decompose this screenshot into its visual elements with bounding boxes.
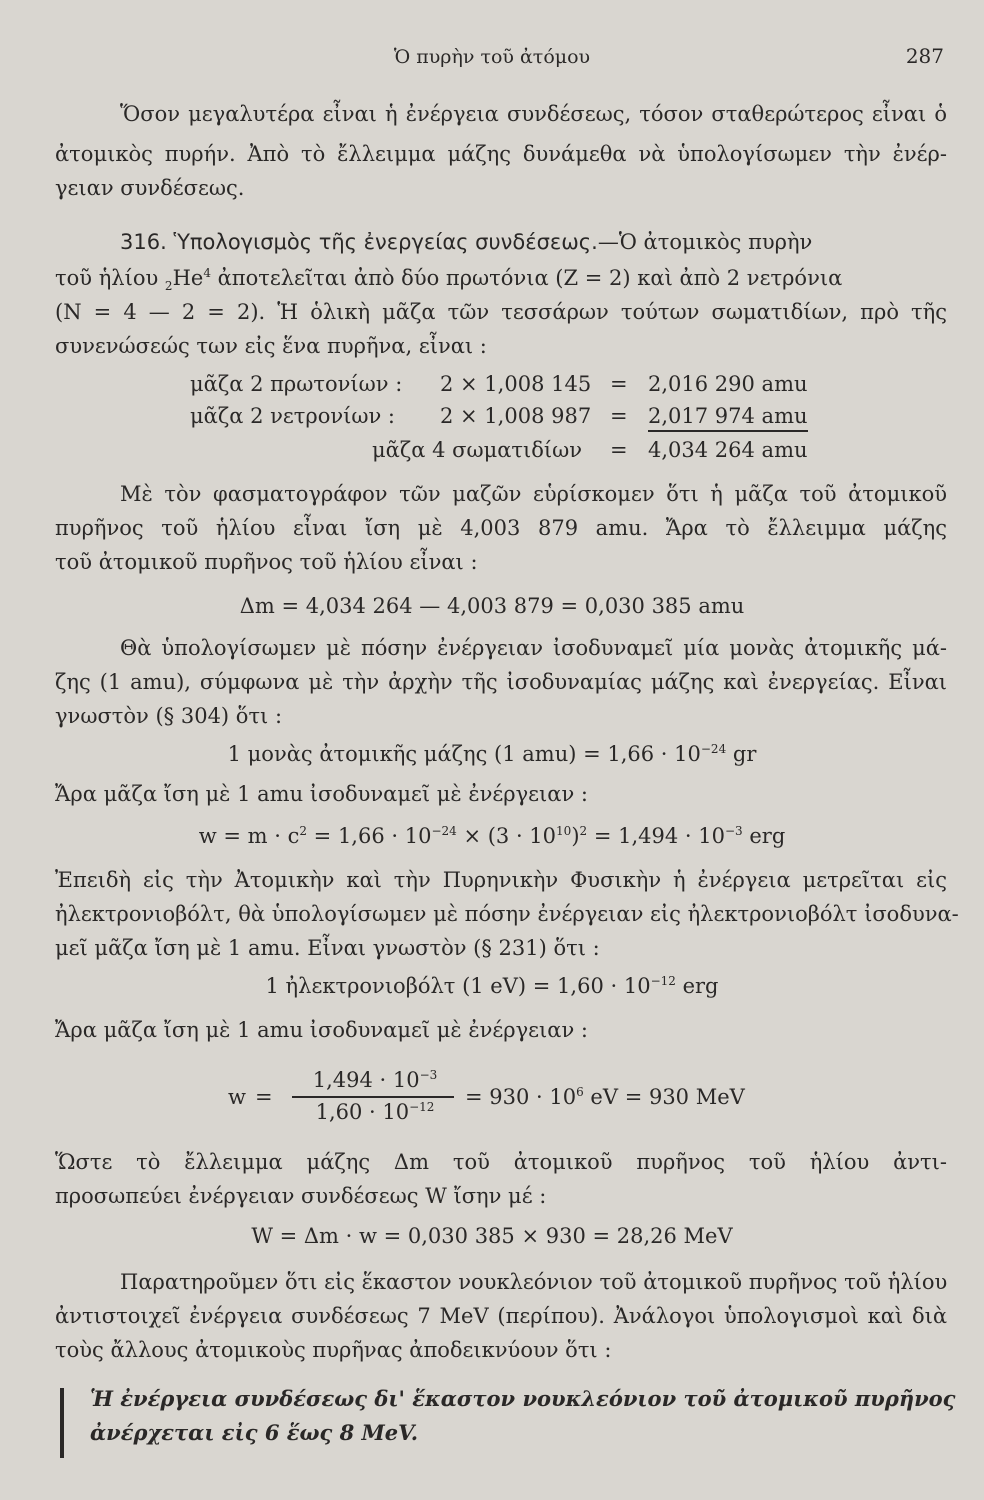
para5-line-1: Ἐπειδὴ εἰς τὴν Ἀτομικὴν καὶ τὴν Πυρηνικὴν Φυσικὴν ἡ ἐνέργεια μετρεῖται εἰς [55,868,947,892]
section-heading-line [120,228,812,256]
fraction-denominator [290,1098,460,1126]
fraction-eq: = [255,1085,273,1109]
eq-w-d-exp: 2 [579,824,588,838]
fraction-numerator [290,1066,460,1094]
page-header [0,42,984,72]
section-title: Ὑπολογισμὸς τῆς ἐνεργείας συνδέσεως. [173,230,598,254]
para8-line-2: ἀντιστοιχεῖ ἐνέργεια συνδέσεως 7 MeV (περίπου). Ἀνάλογοι ὑπολογισμοὶ καὶ διὰ [55,1304,947,1328]
section-line2-b: ἀποτελεῖται ἀπὸ δύο πρωτόνια (Z = 2) καὶ ἀπὸ 2 νετρόνια [210,266,843,290]
equation-amu-unit: gr [726,742,757,766]
helium-superscript: 4 [203,266,211,280]
equation-binding-energy: W = Δm · w = 0,030 385 × 930 = 28,26 MeV [251,1224,733,1248]
section-line-3: (N = 4 — 2 = 2). Ἡ ὁλικὴ μᾶζα τῶν τεσσάρων τούτων σωματιδίων, πρὸ τῆς [55,300,947,324]
eq-w-b: = 1,66 · 10 [307,824,432,848]
para5-line-2: ἠλεκτρονιοβόλτ, θὰ ὑπολογίσωμεν μὲ πόσην ἐνέργειαν εἰς ἠλεκτρονιοβόλτ ἰσοδυνα- [55,902,959,926]
intro-line-2: ἀτομικὸς πυρήν. Ἀπὸ τὸ ἔλλειμμα μάζης δυνάμεθα νὰ ὑπολογίσωμεν τὴν ἐνέρ- [55,142,947,166]
eq-w-a-exp: 2 [299,824,307,838]
equation-mass-defect: Δm = 4,034 264 — 4,003 879 = 0,030 385 amu [239,594,745,618]
equation-ev-text: 1 ἠλεκτρονιοβόλτ (1 eV) = 1,60 · 10 [265,974,651,998]
mass-row-eq: = [610,404,628,428]
para5-line-3: μεῖ μᾶζα ἴση μὲ 1 amu. Εἶναι γνωστὸν (§ 231) ὅτι : [55,936,600,960]
para6-line: Ἄρα μᾶζα ἴση μὲ 1 amu ἰσοδυναμεῖ μὲ ἐνέργειαν : [55,1018,588,1042]
running-title: Ὁ πυρὴν τοῦ ἀτόμου [393,46,591,68]
para3-line-1: Θὰ ὑπολογίσωμεν μὲ πόσην ἐνέργειαν ἰσοδυναμεῖ μία μονὰς ἀτομικῆς μά- [120,636,947,660]
equation-amu [0,740,984,768]
para3-line-3: γνωστὸν (§ 304) ὅτι : [55,704,283,728]
equation-ev-exp: −12 [650,974,676,988]
mass-total-eq: = [610,438,628,462]
para2-line-3: τοῦ ἀτομικοῦ πυρῆνος τοῦ ἡλίου εἶναι : [55,550,478,574]
equation-ev [0,972,984,1000]
fraction-rhs [465,1083,745,1111]
para2-line-1: Μὲ τὸν φασματογράφον τῶν μαζῶν εὑρίσκομεν ὅτι ἡ μᾶζα τοῦ ἀτομικοῦ [120,482,947,506]
para8-line-1: Παρατηροῦμεν ὅτι εἰς ἕκαστον νουκλεόνιον τοῦ ἀτομικοῦ πυρῆνος τοῦ ἡλίου [120,1270,948,1294]
conclusion-line-2: ἀνέρχεται εἰς 6 ἕως 8 MeV. [90,1420,419,1445]
fraction-rhs-exp: 6 [576,1085,584,1099]
mass-row-calc: 2 × 1,008 987 [440,404,592,428]
para8-line-3: τοὺς ἄλλους ἀτομικοὺς πυρῆνας ἀποδεικνύουν ὅτι : [55,1338,612,1362]
mass-row-label: μᾶζα 2 νετρονίων : [190,404,395,428]
equation-ev-unit: erg [675,974,719,998]
mass-row-eq: = [610,372,628,396]
fraction-rhs-b: eV = 930 MeV [583,1085,745,1109]
mass-total-value: 4,034 264 amu [648,438,808,462]
fraction-num-exp: −3 [419,1068,438,1082]
equation-amu-text: 1 μονὰς ἀτομικῆς μάζης (1 amu) = 1,66 · 10 [227,742,701,766]
mass-total-label: μᾶζα 4 σωματιδίων [372,438,583,462]
section-line-2 [55,264,842,292]
mass-row-calc: 2 × 1,008 145 [440,372,592,396]
eq-w-f: erg [742,824,786,848]
section-line2-a: τοῦ ἡλίου [55,266,165,290]
para7-line-1: Ὥστε τὸ ἔλλειμμα μάζης Δm τοῦ ἀτομικοῦ πυρῆνος τοῦ ἡλίου ἀντι- [55,1150,947,1174]
section-line-4: συνενώσεώς των εἰς ἕνα πυρῆνα, εἶναι : [55,334,487,358]
fraction-num-text: 1,494 · 10 [312,1068,420,1092]
eq-w-c: × (3 · 10 [456,824,557,848]
para2-line-2: πυρῆνος τοῦ ἡλίου εἶναι ἴση μὲ 4,003 879 amu. Ἄρα τὸ ἔλλειμμα μάζης [55,516,947,540]
para7-line-2: προσωπεύει ἐνέργειαν συνδέσεως W ἴσην μέ : [55,1184,547,1208]
page-number: 287 [905,44,944,68]
helium-symbol: He [172,266,204,290]
mass-row-label: μᾶζα 2 πρωτονίων : [190,372,403,396]
mass-row-value: 2,017 974 amu [648,402,808,432]
conclusion-line-1: Ἡ ἐνέργεια συνδέσεως δι' ἕκαστον νουκλεόνιον τοῦ ἀτομικοῦ πυρῆνος [90,1386,956,1411]
para4-line: Ἄρα μᾶζα ἴση μὲ 1 amu ἰσοδυναμεῖ μὲ ἐνέργειαν : [55,782,588,806]
mass-row-value: 2,016 290 amu [648,372,808,396]
para3-line-2: ζης (1 amu), σύμφωνα μὲ τὴν ἀρχὴν τῆς ἰσοδυναμίας μάζης καὶ ἐνεργείας. Εἶναι [55,670,947,694]
intro-line-3: γειαν συνδέσεως. [55,176,245,200]
section-line1-rest: —Ὁ ἀτομικὸς πυρὴν [597,230,813,254]
section-number: 316. [120,230,167,254]
eq-w-d: ) [571,824,580,848]
eq-w-e: = 1,494 · 10 [587,824,725,848]
fraction-den-text: 1,60 · 10 [315,1100,410,1124]
fraction-rhs-a: = 930 · 10 [465,1085,577,1109]
fraction-den-exp: −12 [409,1100,435,1114]
equation-energy-w [0,822,984,850]
eq-w-e-exp: −3 [724,824,743,838]
equation-amu-exp: −24 [700,742,727,756]
eq-w-b-exp: −24 [431,824,457,838]
helium-mass-prefix: 2 [164,279,173,294]
conclusion-rule [60,1388,64,1458]
intro-line-1: Ὅσον μεγαλυτέρα εἶναι ἡ ἐνέργεια συνδέσεως, τόσον σταθερώτερος εἶναι ὁ [120,102,947,126]
eq-w-c-exp: 10 [556,824,572,838]
eq-w-a: w = m · c [198,824,300,848]
fraction-lhs: w [228,1085,246,1109]
